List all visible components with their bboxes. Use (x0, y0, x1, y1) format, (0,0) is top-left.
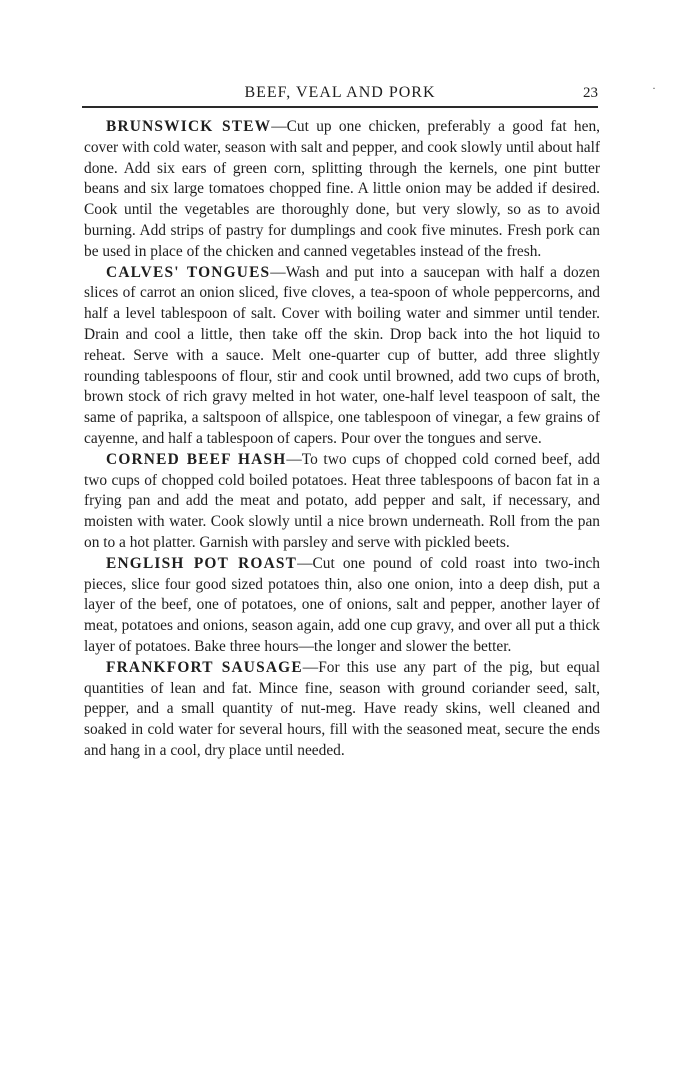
recipe-list (84, 117, 600, 762)
recipe-text: —To two cups of chopped cold corned beef, add two cups of chopped cold boiled potatoes. Heat three tablespoons of bacon fat in a frying pan and add the meat and potato, add pepper and salt, if necessary, and moisten with water. Cook slowly until a nice brown underneath. Roll from the pan on to a hot platter. Garnish with parsley and serve with pickled beets. (84, 450, 600, 551)
recipe-english-pot-roast (84, 554, 600, 658)
recipe-text: —Wash and put into a saucepan with half a dozen slices of carrot an onion sliced, five cloves, a tea-spoon of whole peppercorns, and half a level tablespoon of salt. Cover with boiling water and simmer until tender. Drain and cool a little, then take off the skin. Drop back into the hot liquid to reheat. Serve with a sauce. Melt one-quarter cup of butter, add three slightly rounding tablespoons of flour, stir and cook until browned, add two cups of broth, brown stock of rich gravy melted in hot water, one-half level teaspoon of salt, the same of paprika, a saltspoon of allspice, one tablespoon of vinegar, a few grains of cayenne, and half a tablespoon of capers. Pour over the tongues and serve. (84, 263, 600, 447)
page-number: 23 (583, 85, 598, 101)
chapter-title: BEEF, VEAL AND PORK (244, 84, 436, 101)
recipe-text: —Cut up one chicken, preferably a good fat hen, cover with cold water, season with salt and pepper, and cook slowly until about half done. Add six ears of green corn, splitting through the kernels, one pint butter beans and six large tomatoes chopped fine. A little onion may be added if desired. Cook until the vegetables are thoroughly done, but very slowly, so as to avoid burning. Add strips of pastry for dumplings and cook five minutes. Fresh pork can be used in place of the chicken and canned vegetables instead of the fresh. (84, 118, 600, 260)
recipe-text: —For this use any part of the pig, but equal quantities of lean and fat. Mince fine, season with ground coriander seed, salt, pepper, and a small quantity of nut-meg. Have ready skins, well cleaned and soaked in cold water for several hours, fill with the seasoned meat, secure the ends and hang in a cool, dry place until needed. (84, 658, 600, 759)
recipe-text: —Cut one pound of cold roast into two-inch pieces, slice four good sized potatoes thin, also one onion, into a deep dish, put a layer of the beef, one of potatoes, one of onions, salt and pepper, another layer of meat, potatoes and onions, season again, add one cup gravy, and over all put a thick layer of potatoes. Bake three hours—the longer and slower the better. (84, 554, 600, 655)
recipe-frankfort-sausage (84, 658, 600, 762)
margin-mark: · (652, 81, 656, 95)
recipe-corned-beef-hash (84, 450, 600, 554)
recipe-title: BRUNSWICK STEW (106, 118, 272, 135)
recipe-title: ENGLISH POT ROAST (106, 554, 298, 572)
recipe-brunswick-stew (84, 117, 600, 263)
recipe-title: FRANKFORT SAUSAGE (106, 658, 303, 676)
recipe-calves-tongues (84, 263, 600, 450)
recipe-title: CALVES' TONGUES (106, 263, 271, 281)
recipe-title: CORNED BEEF HASH (106, 450, 287, 468)
running-header (82, 84, 598, 108)
